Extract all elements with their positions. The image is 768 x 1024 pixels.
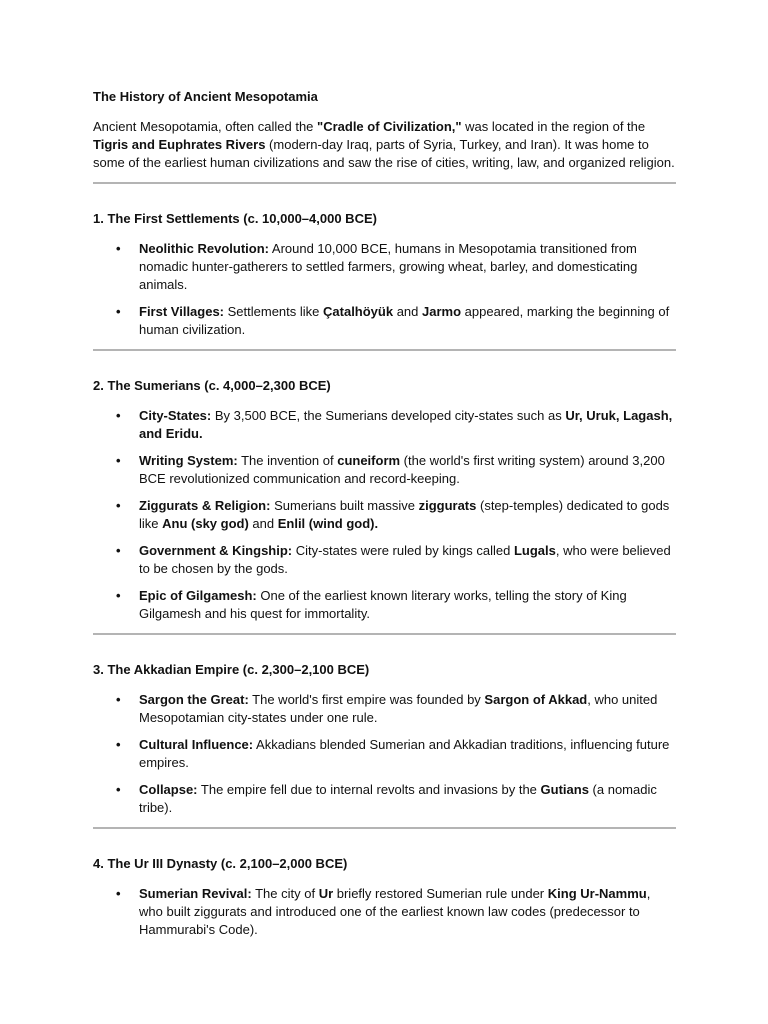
- bullet-icon: •: [116, 782, 121, 797]
- text-run: (modern-day Iraq, parts of Syria, Turkey, and Iran). It was home to some of the earliest human civilizations and saw the rise of cities, writing, law, and organized religion.: [93, 137, 675, 170]
- bold-text: Epic of Gilgamesh:: [139, 588, 257, 603]
- text-run: , who built ziggurats and introduced one of the earliest known law codes (predecessor to Hammurabi's Code).: [139, 886, 651, 937]
- text-run: (a nomadic tribe).: [139, 782, 657, 815]
- bold-text: cuneiform: [337, 453, 401, 468]
- bold-text: Ur, Uruk, Lagash, and Eridu.: [139, 408, 673, 441]
- list-item: [116, 497, 676, 533]
- bold-text: Cultural Influence:: [139, 737, 254, 752]
- bold-text: First Villages:: [139, 304, 225, 319]
- intro-paragraph: [93, 118, 676, 172]
- list-item: [116, 691, 676, 727]
- bold-text: Gutians: [540, 782, 589, 797]
- bold-text: Enlil (wind god).: [277, 516, 379, 531]
- list-item: [116, 736, 676, 772]
- list-item: [116, 885, 676, 939]
- bullet-icon: •: [116, 498, 121, 513]
- section-heading: 4. The Ur III Dynasty (c. 2,100–2,000 BCE): [93, 856, 348, 871]
- horizontal-rule: [93, 633, 676, 635]
- text-run: One of the earliest known literary works, telling the story of King Gilgamesh and his quest for immortality.: [139, 588, 627, 621]
- bold-text: Neolithic Revolution:: [139, 241, 269, 256]
- bold-text: Lugals: [513, 543, 556, 558]
- bold-text: Ur: [318, 886, 334, 901]
- horizontal-rule: [93, 182, 676, 184]
- bold-text: Sumerian Revival:: [139, 886, 252, 901]
- document-title: The History of Ancient Mesopotamia: [93, 89, 318, 104]
- section: [93, 661, 676, 829]
- text-run: Sumerians built massive: [270, 498, 419, 513]
- list-item: [116, 303, 676, 339]
- bullet-list: [93, 240, 676, 339]
- text-run: Around 10,000 BCE, humans in Mesopotamia transitioned from nomadic hunter-gatherers to settled farmers, growing wheat, barley, and domesticating animals.: [139, 241, 638, 292]
- bold-text: "Cradle of Civilization,": [317, 119, 462, 134]
- list-item: [116, 452, 676, 488]
- bold-text: Collapse:: [139, 782, 198, 797]
- bold-text: Anu (sky god): [162, 516, 249, 531]
- bold-text: ziggurats: [418, 498, 477, 513]
- text-run: was located in the region of the: [461, 119, 646, 134]
- bold-text: Sargon of Akkad: [484, 692, 588, 707]
- horizontal-rule: [93, 827, 676, 829]
- bullet-list: [93, 691, 676, 817]
- section: [93, 855, 676, 939]
- text-run: Settlements like: [224, 304, 324, 319]
- bullet-icon: •: [116, 241, 121, 256]
- bullet-icon: •: [116, 453, 121, 468]
- bullet-list: [93, 885, 676, 939]
- bullet-icon: •: [116, 886, 121, 901]
- bold-text: Çatalhöyük: [323, 304, 394, 319]
- bullet-icon: •: [116, 588, 121, 603]
- bold-text: City-States:: [139, 408, 212, 423]
- bullet-icon: •: [116, 692, 121, 707]
- text-run: Ancient Mesopotamia, often called the: [93, 119, 318, 134]
- text-run: (step-temples) dedicated to gods like: [139, 498, 670, 531]
- bold-text: Ziggurats & Religion:: [139, 498, 271, 513]
- text-run: The world's first empire was founded by: [248, 692, 485, 707]
- bullet-list: [93, 407, 676, 623]
- list-item: [116, 781, 676, 817]
- sections-container: [93, 210, 676, 939]
- list-item: [116, 407, 676, 443]
- bold-text: Writing System:: [139, 453, 238, 468]
- bullet-icon: •: [116, 304, 121, 319]
- bold-text: Jarmo: [422, 304, 462, 319]
- list-item: [116, 587, 676, 623]
- list-item: [116, 542, 676, 578]
- text-run: Akkadians blended Sumerian and Akkadian traditions, influencing future empires.: [139, 737, 670, 770]
- bold-text: King Ur-Nammu: [547, 886, 647, 901]
- text-run: and: [393, 304, 423, 319]
- text-run: The invention of: [237, 453, 338, 468]
- section: [93, 377, 676, 635]
- bullet-icon: •: [116, 408, 121, 423]
- text-run: City-states were ruled by kings called: [292, 543, 514, 558]
- horizontal-rule: [93, 349, 676, 351]
- section-heading: 2. The Sumerians (c. 4,000–2,300 BCE): [93, 378, 331, 393]
- text-run: appeared, marking the beginning of human civilization.: [139, 304, 670, 337]
- text-run: By 3,500 BCE, the Sumerians developed city-states such as: [211, 408, 566, 423]
- section-heading: 1. The First Settlements (c. 10,000–4,000 BCE): [93, 211, 377, 226]
- bold-text: Tigris and Euphrates Rivers: [93, 137, 266, 152]
- text-run: (the world's first writing system) around 3,200 BCE revolutionized communication and record-keeping.: [139, 453, 665, 486]
- bullet-icon: •: [116, 543, 121, 558]
- text-run: , who were believed to be chosen by the gods.: [139, 543, 671, 576]
- text-run: and: [248, 516, 278, 531]
- text-run: , who united Mesopotamian city-states under one rule.: [139, 692, 658, 725]
- text-run: The city of: [251, 886, 319, 901]
- bold-text: Government & Kingship:: [139, 543, 293, 558]
- bold-text: Sargon the Great:: [139, 692, 249, 707]
- text-run: The empire fell due to internal revolts and invasions by the: [197, 782, 541, 797]
- bullet-icon: •: [116, 737, 121, 752]
- section: [93, 210, 676, 351]
- section-heading: 3. The Akkadian Empire (c. 2,300–2,100 BCE): [93, 662, 370, 677]
- text-run: briefly restored Sumerian rule under: [333, 886, 548, 901]
- list-item: [116, 240, 676, 294]
